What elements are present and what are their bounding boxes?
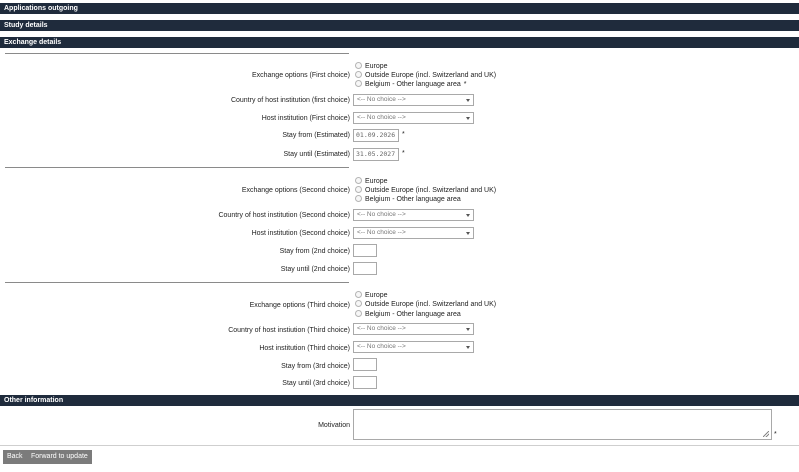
- forward-to-update-button[interactable]: Forward to update: [27, 450, 92, 464]
- required-marker: *: [774, 431, 777, 438]
- divider: [5, 282, 349, 283]
- section-exchange-details[interactable]: Exchange details: [0, 37, 799, 48]
- radio-europe-first[interactable]: Europe: [355, 62, 388, 71]
- chevron-down-icon: [466, 328, 470, 331]
- stay-from-first-input[interactable]: 01.09.2026: [353, 129, 399, 142]
- country-third-select[interactable]: <-- No choice -->: [353, 323, 474, 335]
- chevron-down-icon: [466, 99, 470, 102]
- stay-until-first-label: Stay until (Estimated): [283, 151, 350, 158]
- host-second-select[interactable]: <-- No choice -->: [353, 227, 474, 239]
- divider: [0, 445, 799, 446]
- host-first-select[interactable]: <-- No choice -->: [353, 112, 474, 124]
- country-first-label: Country of host institution (first choice): [230, 97, 350, 104]
- required-marker: *: [402, 150, 405, 157]
- chevron-down-icon: [466, 346, 470, 349]
- radio-circle-icon[interactable]: [355, 195, 362, 202]
- radio-outside-europe-first[interactable]: Outside Europe (incl. Switzerland and UK): [355, 71, 496, 80]
- radio-europe-second[interactable]: Europe: [355, 177, 388, 186]
- country-second-label: Country of host institution (Second choice): [218, 212, 350, 219]
- radio-outside-europe-third[interactable]: Outside Europe (incl. Switzerland and UK): [355, 300, 496, 309]
- radio-circle-icon[interactable]: [355, 310, 362, 317]
- host-third-select[interactable]: <-- No choice -->: [353, 341, 474, 353]
- motivation-textarea[interactable]: [353, 409, 772, 440]
- radio-circle-icon[interactable]: [355, 177, 362, 184]
- section-applications-outgoing: Applications outgoing: [0, 3, 799, 14]
- exchange-options-second-label: Exchange options (Second choice): [241, 187, 350, 194]
- stay-until-first-input[interactable]: 31.05.2027: [353, 148, 399, 161]
- exchange-options-first-label: Exchange options (First choice): [251, 72, 350, 79]
- resize-handle-icon[interactable]: [763, 431, 769, 437]
- country-third-label: Country of host instiution (Third choice): [228, 327, 350, 334]
- stay-from-second-label: Stay from (2nd choice): [279, 248, 350, 255]
- radio-belgium-first[interactable]: Belgium - Other language area *: [355, 80, 466, 89]
- stay-until-third-label: Stay until (3rd choice): [282, 380, 350, 387]
- required-marker: *: [402, 131, 405, 138]
- section-study-details[interactable]: Study details: [0, 20, 799, 31]
- back-button[interactable]: Back: [3, 450, 27, 464]
- radio-circle-icon[interactable]: [355, 291, 362, 298]
- radio-circle-icon[interactable]: [355, 62, 362, 69]
- section-other-information: Other information: [0, 395, 799, 406]
- radio-europe-third[interactable]: Europe: [355, 291, 388, 300]
- stay-from-second-input[interactable]: [353, 244, 377, 257]
- host-first-label: Host institution (First choice): [261, 115, 350, 122]
- motivation-label: Motivation: [318, 422, 350, 429]
- chevron-down-icon: [466, 214, 470, 217]
- stay-until-second-input[interactable]: [353, 262, 377, 275]
- radio-circle-icon[interactable]: [355, 300, 362, 307]
- chevron-down-icon: [466, 232, 470, 235]
- radio-outside-europe-second[interactable]: Outside Europe (incl. Switzerland and UK): [355, 186, 496, 195]
- radio-circle-icon[interactable]: [355, 71, 362, 78]
- stay-from-third-label: Stay from (3rd choice): [281, 363, 350, 370]
- divider: [5, 53, 349, 54]
- country-first-select[interactable]: <-- No choice -->: [353, 94, 474, 106]
- stay-until-third-input[interactable]: [353, 376, 377, 389]
- stay-until-second-label: Stay until (2nd choice): [280, 266, 350, 273]
- chevron-down-icon: [466, 117, 470, 120]
- radio-circle-icon[interactable]: [355, 80, 362, 87]
- exchange-options-third-label: Exchange options (Third choice): [249, 302, 350, 309]
- stay-from-first-label: Stay from (Estimated): [282, 132, 350, 139]
- stay-from-third-input[interactable]: [353, 358, 377, 371]
- divider: [5, 167, 349, 168]
- country-second-select[interactable]: <-- No choice -->: [353, 209, 474, 221]
- host-third-label: Host institution (Third choice): [259, 345, 350, 352]
- radio-belgium-second[interactable]: Belgium - Other language area: [355, 195, 461, 204]
- radio-circle-icon[interactable]: [355, 186, 362, 193]
- required-marker: *: [463, 81, 467, 88]
- host-second-label: Host institution (Second choice): [251, 230, 350, 237]
- radio-belgium-third[interactable]: Belgium - Other language area: [355, 310, 461, 319]
